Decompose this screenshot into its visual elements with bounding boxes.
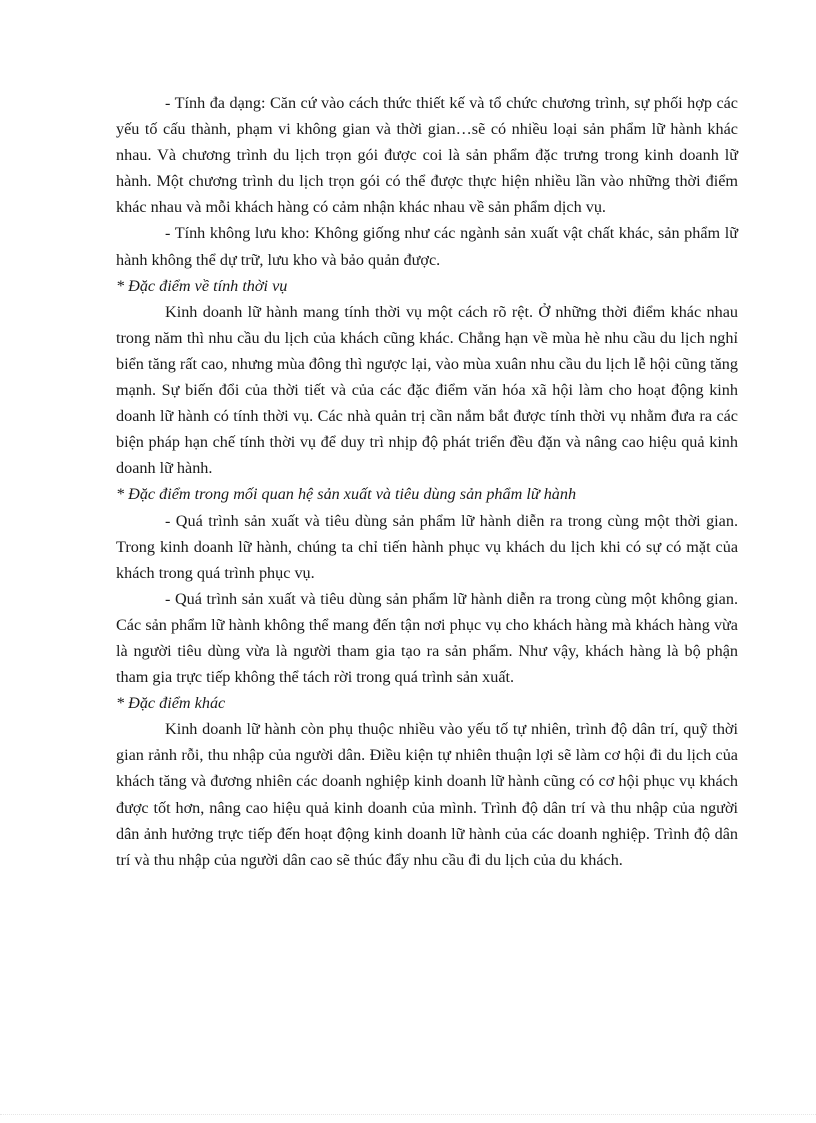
page-bottom-border: [0, 1114, 816, 1115]
paragraph-seasonality: Kinh doanh lữ hành mang tính thời vụ một cách rõ rệt. Ở những thời điểm khác nhau trong năm thì nhu cầu du lịch của khách cũng khác. Chẳng hạn về mùa hè nhu cầu du lịch nghỉ biển tăng rất cao, nhưng mùa đông thì ngược lại, vào mùa xuân nhu cầu du lịch lễ hội cũng tăng mạnh. Sự biến đổi của thời tiết và của các đặc điểm văn hóa xã hội làm cho hoạt động kinh doanh lữ hành có tính thời vụ. Các nhà quản trị cần nắm bắt được tính thời vụ nhằm đưa ra các biện pháp hạn chế tính thời vụ để duy trì nhịp độ phát triển đều đặn và nâng cao hiệu quả kinh doanh lữ hành.: [116, 302, 738, 478]
document-page: [116, 90, 738, 873]
paragraph-diversity: - Tính đa dạng: Căn cứ vào cách thức thiết kế và tổ chức chương trình, sự phối hợp các yếu tố cấu thành, phạm vi không gian và thời gian…sẽ có nhiều loại sản phẩm lữ hành khác nhau. Và chương trình du lịch trọn gói được coi là sản phẩm đặc trưng trong kinh doanh lữ hành. Một chương trình du lịch trọn gói có thể được thực hiện nhiều lần vào những thời điểm khác nhau và mỗi khách hàng có cảm nhận khác nhau về sản phẩm dịch vụ.: [116, 94, 738, 217]
paragraph-other-factors: Kinh doanh lữ hành còn phụ thuộc nhiều vào yếu tố tự nhiên, trình độ dân trí, quỹ thời gian rảnh rỗi, thu nhập của người dân. Điều kiện tự nhiên thuận lợi sẽ làm cơ hội đi du lịch của khách tăng và đương nhiên các doanh nghiệp kinh doanh lữ hành cũng có cơ hội phục vụ khách được tốt hơn, nâng cao hiệu quả kinh doanh của mình. Trình độ dân trí và thu nhập của người dân ảnh hưởng trực tiếp đến hoạt động kinh doanh lữ hành của các doanh nghiệp. Trình độ dân trí và thu nhập của người dân cao sẽ thúc đẩy nhu cầu đi du lịch của du khách.: [116, 720, 738, 869]
section-heading-production-consumption: * Đặc điểm trong mối quan hệ sản xuất và tiêu dùng sản phẩm lữ hành: [116, 485, 577, 504]
paragraph-same-time: - Quá trình sản xuất và tiêu dùng sản phẩm lữ hành diễn ra trong cùng một thời gian. Trong kinh doanh lữ hành, chúng ta chỉ tiến hành phục vụ khách du lịch khi có sự có mặt của khách trong quá trình phục vụ.: [116, 511, 738, 582]
paragraph-non-storage: - Tính không lưu kho: Không giống như các ngành sản xuất vật chất khác, sản phẩm lữ hành không thể dự trữ, lưu kho và bảo quản được.: [116, 224, 738, 269]
section-heading-seasonality: * Đặc điểm về tính thời vụ: [116, 276, 288, 295]
section-heading-other: * Đặc điểm khác: [116, 694, 226, 713]
paragraph-same-space: - Quá trình sản xuất và tiêu dùng sản phẩm lữ hành diễn ra trong cùng một không gian. Các sản phẩm lữ hành không thể mang đến tận nơi phục vụ cho khách hàng mà khách hàng vừa là người tiêu dùng vừa là người tham gia tạo ra sản phẩm. Như vậy, khách hàng là bộ phận tham gia trực tiếp không thể tách rời trong quá trình sản xuất.: [116, 589, 738, 687]
